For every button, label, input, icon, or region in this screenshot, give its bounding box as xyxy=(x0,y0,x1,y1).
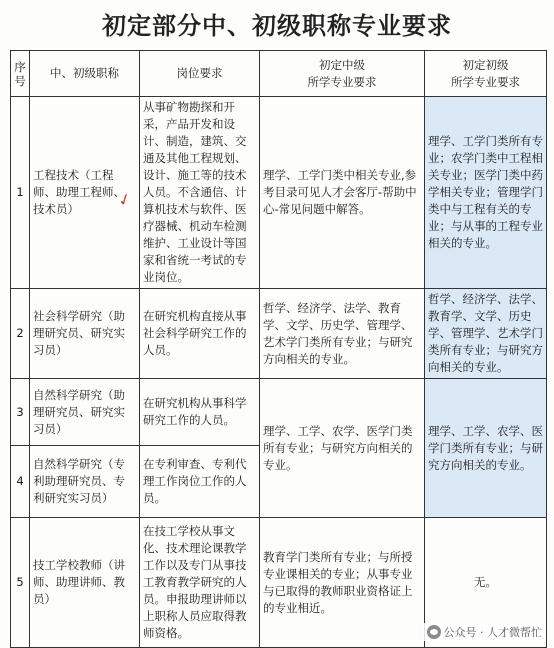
row-mid: 哲学、经济学、法学、教育学、文学、历史学、管理学、艺术学门类所有专业；与研究方向相关的专业。 xyxy=(260,289,425,379)
table-row xyxy=(11,379,547,446)
row-title: 工程技术（工程师、助理工程师、技术员） xyxy=(30,97,140,289)
row-junior-merged: 理学、工学、农学、医学门类所有专业；与研究方向相关的专业。 xyxy=(425,379,547,518)
watermark-text: 公众号 · 人才微帮忙 xyxy=(443,626,542,639)
table-row xyxy=(11,97,547,289)
header-row xyxy=(11,51,547,97)
row-position: 在研究机构从事科学研究工作的人员。 xyxy=(140,379,260,446)
row-num: 5 xyxy=(11,518,30,648)
row-title: 自然科学研究（助理研究员、研究实习员） xyxy=(30,379,140,446)
row-mid-merged: 理学、工学、农学、医学门类所有专业；与研究方向相关的专业。 xyxy=(260,379,425,518)
watermark xyxy=(423,623,547,641)
row-num: 4 xyxy=(11,446,30,518)
row-position: 在技工学校从事文化、技术理论课教学工作以及专门从事技工教育教学研究的人员。申报助理讲师以上职称人员应取得教师资格。 xyxy=(140,518,260,648)
row-junior: 无。 xyxy=(425,518,547,648)
row-title: 技工学校教师（讲师、助理讲师、教员） xyxy=(30,518,140,648)
header-position: 岗位要求 xyxy=(140,51,260,97)
table-row xyxy=(11,289,547,379)
header-title: 中、初级职称 xyxy=(30,51,140,97)
row-position: 在专利审查、专利代理工作岗位工作的人员。 xyxy=(140,446,260,518)
header-num: 序号 xyxy=(11,51,30,97)
row-title: 社会科学研究（助理研究员、研究实习员） xyxy=(30,289,140,379)
row-junior: 理学、工学门类所有专业；农学门类中工程相关专业；医学门类中药学相关专业；管理学门类中与工程有关的专业；与从事的工程专业相关的专业。 xyxy=(425,97,547,289)
handwritten-check-mark: ✓ xyxy=(115,188,135,211)
header-mid: 初定中级 所学专业要求 xyxy=(260,51,425,97)
row-num: 1 xyxy=(11,97,30,289)
row-num: 3 xyxy=(11,379,30,446)
requirements-table xyxy=(10,50,547,648)
wechat-icon xyxy=(427,625,441,639)
page-title: 初定部分中、初级职称专业要求 xyxy=(102,12,452,40)
row-position: 在研究机构直接从事社会科学研究工作的人员。 xyxy=(140,289,260,379)
header-junior: 初定初级 所学专业要求 xyxy=(425,51,547,97)
row-title: 自然科学研究（专利助理研究员、专利研究实习员） xyxy=(30,446,140,518)
row-num: 2 xyxy=(11,289,30,379)
row-position: 从事矿物勘探和开采，产品开发和设计、制造，建筑、交通及其他工程规划、设计、施工等的技术人员。不含通信、计算机技术与软件、医疗器械、机动车检测维护、工业设计等国家和省统一考试的专业岗位。 xyxy=(140,97,260,289)
row-junior: 哲学、经济学、法学、教育学、文学、历史学、管理学、艺术学门类所有专业；与研究方向相关的专业。 xyxy=(425,289,547,379)
row-mid: 理学、工学门类中相关专业,参考目录可见人才会客厅-帮助中心-常见问题中解答。 xyxy=(260,97,425,289)
row-mid: 教育学门类所有专业；与所授专业课相关的专业；从事专业与已取得的教师职业资格证上的专业相近。 xyxy=(260,518,425,648)
